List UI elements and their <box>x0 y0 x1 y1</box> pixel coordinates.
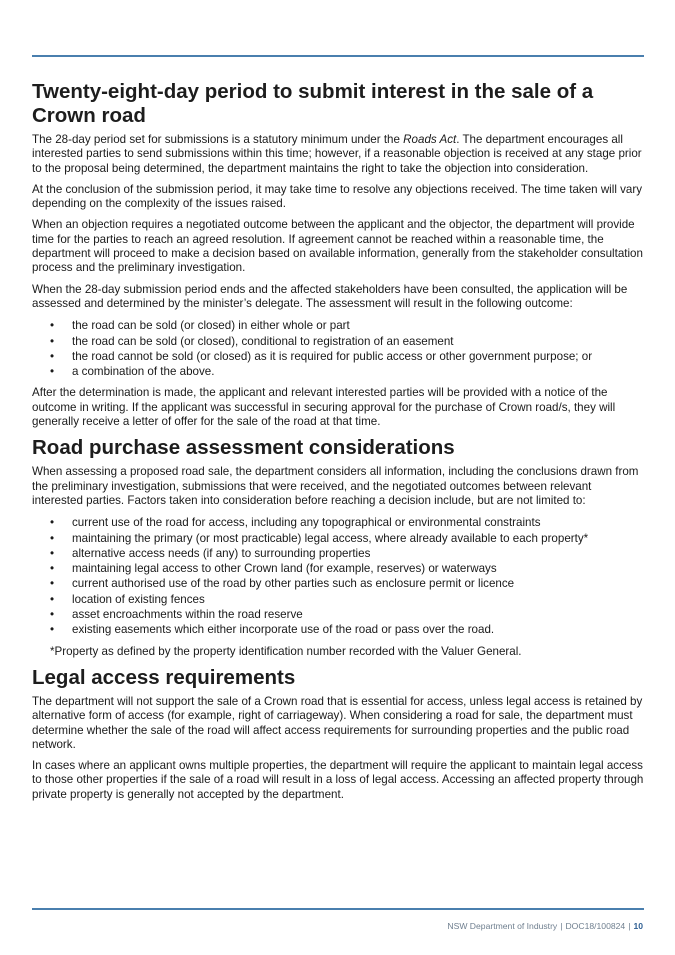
page-footer <box>447 921 643 931</box>
list-item: • alternative access needs (if any) to surrounding properties <box>32 546 644 561</box>
paragraph: In cases where an applicant owns multiple properties, the department will require the applicant to maintain legal access to those other properties if the sale of a road will result in a loss of legal access. Accessing an affected property through private property is generally not accepted by the department. <box>32 759 644 801</box>
section-heading: Road purchase assessment considerations <box>32 436 455 460</box>
factors-list <box>32 515 644 637</box>
list-item: • existing easements which either incorporate use of the road or pass over the road. <box>32 622 644 637</box>
list-item: • location of existing fences <box>32 592 644 607</box>
footer-rule <box>32 908 644 910</box>
footer-separator: | <box>628 921 631 931</box>
list-item: • current authorised use of the road by other parties such as enclosure permit or licence <box>32 576 644 591</box>
paragraph: At the conclusion of the submission period, it may take time to resolve any objections received. The time taken will vary depending on the complexity of the issues raised. <box>32 182 643 211</box>
footer-doc-id: DOC18/100824 <box>565 921 626 931</box>
list-item: • asset encroachments within the road reserve <box>32 607 644 622</box>
document-body <box>32 80 644 809</box>
paragraph: When an objection requires a negotiated outcome between the applicant and the objector, the department will provide time for the parties to reach an agreed resolution. If agreement cannot be reached within a reasonable time, the department will proceed to make a decision based on available information, generally from the stakeholder consultation process and the preliminary investigation. <box>32 218 643 275</box>
outcome-list <box>32 318 644 379</box>
list-item: • maintaining the primary (or most practicable) legal access, where already available to each property* <box>32 531 644 546</box>
list-item: • a combination of the above. <box>32 364 644 379</box>
section-heading: Legal access requirements <box>32 665 296 689</box>
list-item: • current use of the road for access, including any topographical or environmental constraints <box>32 515 644 530</box>
list-item: • the road can be sold (or closed), conditional to registration of an easement <box>32 334 644 349</box>
list-item: • the road cannot be sold (or closed) as it is required for public access or other government purpose; or <box>32 349 644 364</box>
footnote: *Property as defined by the property identification number recorded with the Valuer General. <box>50 644 522 658</box>
list-item: • the road can be sold (or closed) in either whole or part <box>32 318 644 333</box>
paragraph: When the 28-day submission period ends and the affected stakeholders have been consulted, the application will be assessed and determined by the minister’s delegate. The assessment will result in the following outcome: <box>32 282 628 310</box>
section-assessment-considerations <box>32 436 644 659</box>
section-legal-access <box>32 666 644 802</box>
footer-separator: | <box>560 921 563 931</box>
section-submission-period <box>32 80 644 429</box>
page-number: 10 <box>633 921 643 931</box>
paragraph: When assessing a proposed road sale, the department considers all information, including the conclusions drawn from the preliminary investigation, submissions that were received, and the negotiated outcomes between relevant interested parties. Factors taken into consideration before reaching a decision include, but are not limited to: <box>32 465 639 507</box>
header-rule <box>32 55 644 57</box>
section-heading: Twenty-eight-day period to submit interest in the sale of a Crown road <box>32 80 594 127</box>
paragraph: After the determination is made, the applicant and relevant interested parties will be provided with a notice of the outcome in writing. If the applicant was successful in securing approval for the purchase of Crown road/s, they will generally receive a letter of offer for the sale of the road at that time. <box>32 386 616 429</box>
list-item: • maintaining legal access to other Crown land (for example, reserves) or waterways <box>32 561 644 576</box>
act-name: Roads Act <box>403 133 457 146</box>
paragraph: The department will not support the sale of a Crown road that is essential for access, unless legal access is retained by alternative form of access (for example, right of carriageway). When considering a road for sale, the department must determine whether the sale of the road will affect access requirements for surrounding properties and the public road network. <box>32 694 643 751</box>
footer-org: NSW Department of Industry <box>447 921 558 931</box>
paragraph: The 28-day period set for submissions is a statutory minimum under the Roads Act. The department encourages all interested parties to send submissions within this time; however, if a reasonable objection is received at any stage prior to the proposal being determined, the department maintains the right to take the objection into consideration. <box>32 133 642 175</box>
